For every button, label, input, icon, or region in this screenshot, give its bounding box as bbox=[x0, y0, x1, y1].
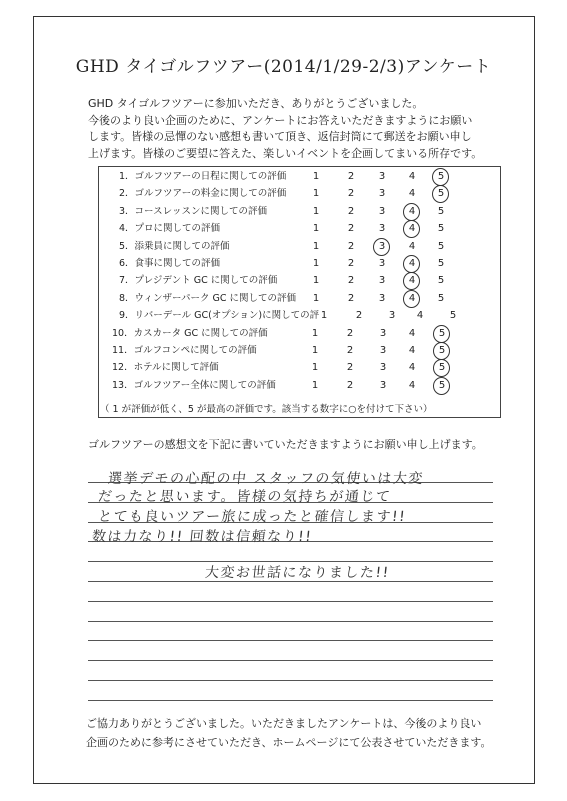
handwritten-line: 選挙デモの心配の中 スタッフの気使いは大変 bbox=[107, 471, 425, 487]
intro-text bbox=[88, 96, 508, 162]
scale-option[interactable]: 1 bbox=[320, 310, 328, 322]
handwritten-line: だったと思います。皆様の気持ちが通じて bbox=[97, 489, 393, 505]
scale-option[interactable]: 4 bbox=[408, 292, 416, 304]
rating-row bbox=[0, 255, 567, 273]
scale-option[interactable]: 3 bbox=[378, 240, 386, 252]
scale-option[interactable]: 4 bbox=[408, 188, 416, 200]
intro-line: します。皆様の忌憚のない感想も書いて頂き、返信封筒にて郵送をお願い申し bbox=[88, 130, 472, 143]
ruled-line bbox=[88, 680, 493, 681]
scale-option[interactable]: 5 bbox=[438, 362, 446, 374]
scale-option[interactable]: 1 bbox=[311, 345, 319, 356]
scale-option[interactable]: 4 bbox=[408, 223, 416, 235]
scale-option[interactable]: 5 bbox=[437, 240, 445, 252]
scale-option[interactable]: 4 bbox=[408, 171, 416, 182]
footer-line: 企画のために参考にさせていただき、ホームページにて公表させていただきます。 bbox=[86, 736, 492, 749]
scale-option[interactable]: 1 bbox=[312, 223, 320, 235]
question-label: 6．食事に関しての評価 bbox=[119, 258, 221, 269]
selected-rating-circle bbox=[433, 377, 450, 395]
selected-rating-circle bbox=[403, 255, 420, 273]
scale-option[interactable]: 4 bbox=[408, 240, 416, 252]
scale-option[interactable]: 2 bbox=[347, 275, 355, 287]
scale-option[interactable]: 2 bbox=[347, 292, 355, 304]
scale-option[interactable]: 2 bbox=[346, 327, 354, 339]
question-label: 1．ゴルフツアーの日程に関しての評価 bbox=[119, 171, 287, 182]
scale-option[interactable]: 3 bbox=[378, 205, 386, 217]
intro-line: GHD タイゴルフツアーに参加いただき、ありがとうございました。 bbox=[88, 97, 424, 110]
footer-line: ご協力ありがとうございました。いただきましたアンケートは、今後のより良い bbox=[86, 717, 482, 730]
scale-option[interactable]: 2 bbox=[347, 258, 355, 269]
scale-option[interactable]: 3 bbox=[379, 362, 387, 374]
scale-option[interactable]: 3 bbox=[378, 258, 386, 269]
ruled-line bbox=[88, 700, 493, 701]
rating-row bbox=[0, 238, 567, 256]
scale-option[interactable]: 1 bbox=[312, 205, 320, 217]
ruled-line bbox=[88, 601, 493, 602]
scale-option[interactable]: 2 bbox=[347, 240, 355, 252]
rating-row bbox=[0, 325, 567, 343]
question-label: 10．カスカータ GC に関しての評価 bbox=[112, 327, 268, 339]
ruled-line bbox=[88, 640, 493, 641]
scale-option[interactable]: 4 bbox=[408, 379, 416, 391]
question-label: 12．ホテルに関して評価 bbox=[112, 362, 219, 374]
question-label: 2．ゴルフツアーの料金に関しての評価 bbox=[119, 188, 287, 200]
scale-option[interactable]: 1 bbox=[311, 379, 319, 391]
handwritten-line: 数は力なり!! 回数は信頼なり!! bbox=[91, 529, 314, 545]
scale-option[interactable]: 2 bbox=[346, 345, 354, 356]
scale-option[interactable]: 4 bbox=[408, 327, 416, 339]
selected-rating-circle bbox=[403, 203, 420, 221]
rating-row bbox=[0, 377, 567, 395]
rating-row bbox=[0, 168, 567, 186]
scale-option[interactable]: 3 bbox=[378, 188, 386, 200]
scale-option[interactable]: 4 bbox=[408, 345, 416, 356]
scale-option[interactable]: 1 bbox=[312, 258, 320, 269]
scale-option[interactable]: 1 bbox=[312, 275, 320, 287]
scale-option[interactable]: 3 bbox=[379, 345, 387, 356]
scale-option[interactable]: 5 bbox=[438, 327, 446, 339]
scale-option[interactable]: 3 bbox=[379, 327, 387, 339]
scale-option[interactable]: 3 bbox=[388, 310, 396, 322]
scale-option[interactable]: 2 bbox=[347, 188, 355, 200]
scale-option[interactable]: 5 bbox=[437, 292, 445, 304]
rating-row bbox=[0, 203, 567, 221]
scale-option[interactable]: 5 bbox=[437, 223, 445, 235]
scale-option[interactable]: 2 bbox=[346, 379, 354, 391]
rating-row bbox=[0, 359, 567, 377]
ruled-line bbox=[88, 660, 493, 661]
scale-option[interactable]: 4 bbox=[408, 205, 416, 217]
scale-option[interactable]: 4 bbox=[408, 258, 416, 269]
scale-option[interactable]: 1 bbox=[312, 240, 320, 252]
scale-option[interactable]: 1 bbox=[312, 188, 320, 200]
scale-option[interactable]: 4 bbox=[408, 275, 416, 287]
intro-line: 今後のより良い企画のために、アンケートにお答えいただきますようにお願い bbox=[88, 113, 473, 127]
scale-option[interactable]: 5 bbox=[449, 310, 457, 322]
rating-row bbox=[0, 342, 567, 360]
footer-note bbox=[86, 714, 491, 752]
scale-option[interactable]: 5 bbox=[437, 258, 445, 269]
scale-option[interactable]: 5 bbox=[437, 205, 445, 217]
comment-request: ゴルフツアーの感想文を下記に書いていただきますようにお願い申し上げます。 bbox=[88, 438, 483, 451]
scale-option[interactable]: 2 bbox=[346, 362, 354, 374]
scale-option[interactable]: 5 bbox=[438, 379, 446, 391]
question-label: 7．プレジデント GC に関しての評価 bbox=[119, 275, 278, 287]
scale-option[interactable]: 2 bbox=[347, 171, 355, 182]
ruled-line bbox=[88, 621, 493, 622]
scale-option[interactable]: 3 bbox=[379, 379, 387, 391]
handwritten-line: とても良いツアー旅に成ったと確信します!! bbox=[97, 509, 408, 525]
scale-option[interactable]: 4 bbox=[416, 310, 424, 322]
page-title: GHD タイゴルフツアー(2014/1/29-2/3)アンケート bbox=[75, 57, 492, 77]
selected-rating-circle bbox=[403, 290, 420, 308]
selected-rating-circle bbox=[373, 238, 390, 256]
scale-option[interactable]: 3 bbox=[378, 171, 386, 182]
question-label: 13．ゴルフツアー全体に関しての評価 bbox=[112, 379, 276, 391]
intro-line: 上げます。皆様のご要望に答えた、楽しいイベントを企画してまいる所存です。 bbox=[88, 146, 483, 160]
selected-rating-circle bbox=[432, 168, 449, 186]
question-label: 8．ウィンザーパーク GC に関しての評価 bbox=[119, 292, 297, 304]
selected-rating-circle bbox=[433, 325, 450, 343]
scale-option[interactable]: 5 bbox=[437, 188, 445, 200]
scale-option[interactable]: 4 bbox=[408, 362, 416, 374]
handwritten-line: 大変お世話になりました!! bbox=[204, 565, 391, 581]
rating-row bbox=[0, 185, 567, 203]
question-label: 11．ゴルフコンペに関しての評価 bbox=[112, 345, 257, 356]
rating-row bbox=[0, 272, 567, 290]
scale-option[interactable]: 3 bbox=[378, 275, 386, 287]
scale-option[interactable]: 2 bbox=[347, 223, 355, 235]
rating-row bbox=[0, 307, 567, 325]
question-label: 5．添乗員に関しての評価 bbox=[119, 240, 230, 252]
scale-option[interactable]: 5 bbox=[437, 171, 445, 182]
rating-row bbox=[0, 220, 567, 238]
scale-option[interactable]: 1 bbox=[312, 171, 320, 182]
question-label: 4．プロに関しての評価 bbox=[119, 223, 221, 235]
selected-rating-circle bbox=[433, 342, 450, 360]
scale-option[interactable]: 1 bbox=[311, 362, 319, 374]
question-label: 9．リバーデール GC(オプション)に関しての評 bbox=[119, 310, 320, 322]
scale-option[interactable]: 2 bbox=[355, 310, 363, 322]
scale-option[interactable]: 3 bbox=[378, 292, 386, 304]
scale-option[interactable]: 1 bbox=[312, 292, 320, 304]
scale-option[interactable]: 3 bbox=[378, 223, 386, 235]
rating-row bbox=[0, 290, 567, 308]
scale-option[interactable]: 5 bbox=[437, 275, 445, 287]
scale-option[interactable]: 5 bbox=[438, 345, 446, 356]
scale-option[interactable]: 2 bbox=[347, 205, 355, 217]
scale-note: （ 1 が評価が低く、5 が最高の評価です。該当する数字に○を付けて下さい） bbox=[100, 404, 433, 415]
scale-option[interactable]: 1 bbox=[311, 327, 319, 339]
question-label: 3．コースレッスンに関しての評価 bbox=[119, 205, 267, 217]
